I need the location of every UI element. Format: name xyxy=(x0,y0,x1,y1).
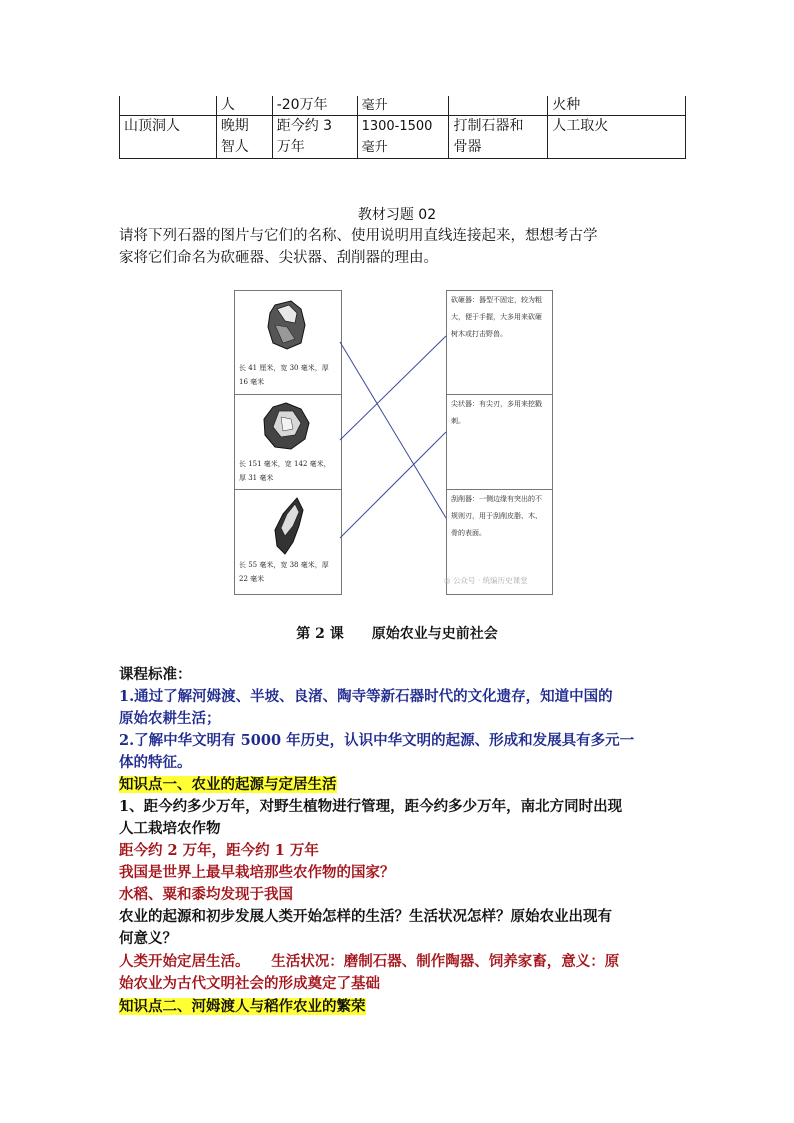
caption-line: 长 151 毫米，宽 142 毫米， xyxy=(239,460,331,468)
standard-1-line2: 原始农耕生活； xyxy=(119,710,221,727)
cell-line: 骨器 xyxy=(453,139,482,155)
table-cell: 山顶洞人 xyxy=(120,116,217,159)
watermark-text: 公众号 · 统编历史课堂 xyxy=(452,576,528,585)
desc-line: 规则刃，用于刮削皮脂、木、 xyxy=(451,512,542,520)
matching-figure xyxy=(234,290,552,594)
highlighted-heading: 知识点一、农业的起源与定居生活 xyxy=(119,776,337,793)
caption-line: 长 55 毫米，宽 38 毫米，厚 xyxy=(239,561,329,569)
connector-line xyxy=(340,432,446,538)
standard-2-line1: 2.了解中华文明有 5000 年历史，认识中华文明的起源、形成和发展具有多元一 xyxy=(119,732,635,749)
question-2: 我国是世界上最早栽培那些农作物的国家？ xyxy=(119,864,395,881)
connector-line xyxy=(340,342,446,518)
question-3-line1: 农业的起源和初步发展人类开始怎样的生活？生活状况怎样？原始农业出现有 xyxy=(119,908,612,925)
cell-line: 晚期 xyxy=(220,118,249,134)
standard-2-line2: 体的特征。 xyxy=(119,754,192,771)
cell-line: 万年 xyxy=(276,139,305,155)
answer-1: 距今约 2 万年，距今约 1 万年 xyxy=(119,842,319,859)
question-1-line1: 1、距今约多少万年，对野生植物进行管理，距今约多少万年，南北方同时出现 xyxy=(119,798,623,815)
desc-line: 刮削器：一侧边缘有突出的不 xyxy=(451,495,542,503)
table-cell xyxy=(216,116,272,159)
answer-3-line2: 始农业为古代文明社会的形成奠定了基础 xyxy=(119,975,380,992)
table-row xyxy=(120,116,686,159)
answer-3-line1: 人类开始定居生活。 生活状况：磨制石器、制作陶器、饲养家畜，意义：原 xyxy=(119,953,620,970)
desc-line: 刺。 xyxy=(451,417,465,425)
table-cell xyxy=(120,96,217,116)
connector-lines xyxy=(234,290,552,594)
cell-line: 毫升 xyxy=(361,140,388,155)
table-cell xyxy=(449,96,548,116)
prompt-line: 家将它们命名为砍砸器、尖状器、刮削器的理由。 xyxy=(119,250,438,266)
caption-line: 厚 31 毫米 xyxy=(239,474,274,482)
desc-line: 大，便于手握，大多用来砍砸 xyxy=(451,313,542,321)
desc-line: 砍砸器：器型不固定，较为粗 xyxy=(451,296,542,304)
highlighted-heading: 知识点二、河姆渡人与稻作农业的繁荣 xyxy=(119,998,366,1015)
lesson-title: 第 2 课 原始农业与史前社会 xyxy=(296,626,498,642)
question-3-line2: 何意义？ xyxy=(119,930,177,947)
caption-line: 长 41 厘米，宽 30 毫米，厚 xyxy=(239,364,329,372)
exercise-title: 教材习题 02 xyxy=(357,207,437,223)
cell-line: 智人 xyxy=(220,139,249,155)
caption-line: 22 毫米 xyxy=(239,575,265,583)
standard-1-line1: 1.通过了解河姆渡、半坡、良渚、陶寺等新石器时代的文化遗存，知道中国的 xyxy=(119,688,613,705)
table-cell: 人 xyxy=(216,96,272,116)
table-cell: 火种 xyxy=(548,96,686,116)
table-cell xyxy=(449,116,548,159)
desc-line: 骨的表面。 xyxy=(451,529,486,537)
desc-line: 树木或打击野兽。 xyxy=(451,330,507,338)
watermark xyxy=(444,575,528,586)
standards-heading: 课程标准： xyxy=(119,666,192,683)
question-1-line2: 人工栽培农作物 xyxy=(119,820,221,837)
exercise-prompt xyxy=(119,225,679,269)
prompt-line: 请将下列石器的图片与它们的名称、使用说明用直线连接起来，想想考古学 xyxy=(119,228,598,244)
table-cell: 人工取火 xyxy=(548,116,686,159)
hominid-table xyxy=(119,96,686,159)
table-row xyxy=(120,96,686,116)
cell-line: 距今约 3 xyxy=(276,118,333,134)
desc-line: 尖状器：有尖刃，多用来挖戳 xyxy=(451,400,542,408)
answer-2: 水稻、粟和黍均发现于我国 xyxy=(119,886,293,903)
caption-line: 16 毫米 xyxy=(239,378,265,386)
table-cell: -20万年 xyxy=(272,96,357,116)
cell-line: 打制石器和 xyxy=(453,118,524,134)
knowledge-point-1 xyxy=(119,774,689,796)
table-cell xyxy=(272,116,357,159)
connector-line xyxy=(340,336,446,440)
table-cell: 毫升 xyxy=(357,96,449,116)
table-cell xyxy=(357,116,449,159)
knowledge-point-2 xyxy=(119,996,689,1018)
wechat-icon: ◎ xyxy=(444,576,451,585)
cell-line: 1300-1500 xyxy=(361,119,433,134)
